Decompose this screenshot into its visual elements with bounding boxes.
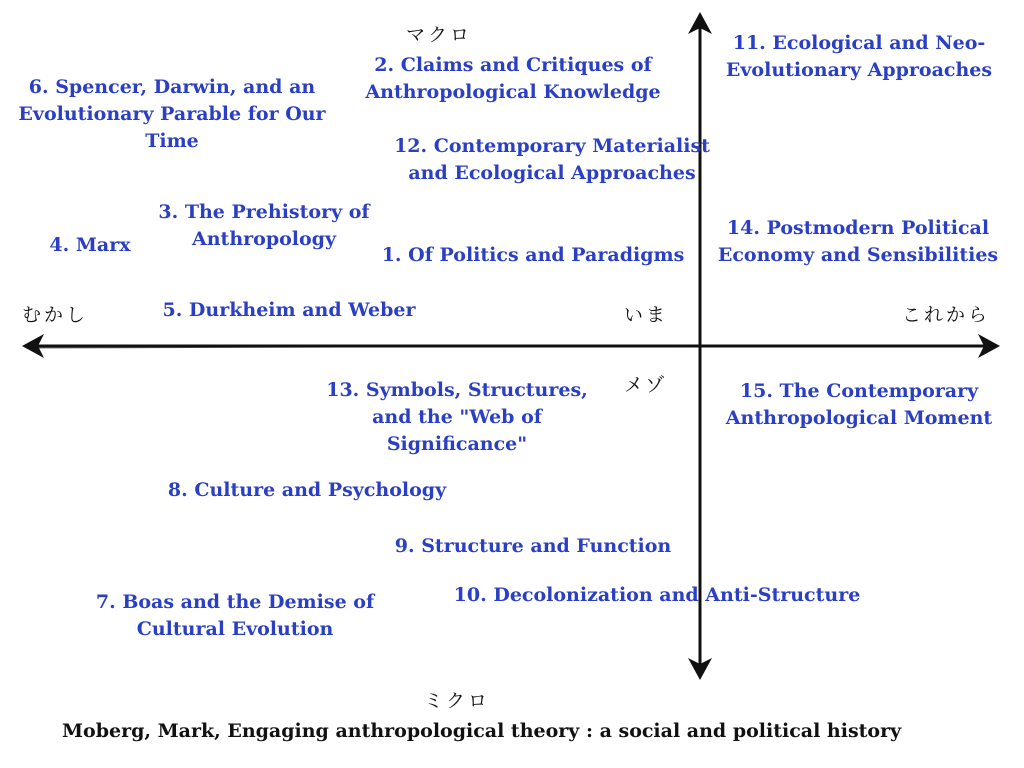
chapter-item: 9. Structure and Function bbox=[394, 535, 672, 557]
axis-label-left: むかし bbox=[22, 304, 89, 326]
chapter-item: 7. Boas and the Demise of Cultural Evolution bbox=[95, 591, 375, 640]
chapter-item: 10. Decolonization and Anti-Structure bbox=[453, 584, 861, 606]
chapter-item: 8. Culture and Psychology bbox=[167, 479, 447, 501]
chapter-item: 11. Ecological and Neo- Evolutionary Approaches bbox=[725, 32, 993, 81]
chapter-item: 3. The Prehistory of Anthropology bbox=[158, 201, 370, 250]
chapter-item: 2. Claims and Critiques of Anthropological Knowledge bbox=[365, 54, 661, 103]
axis-label-bottom: ミクロ bbox=[424, 690, 491, 712]
chapter-item: 6. Spencer, Darwin, and an Evolutionary Parable for Our Time bbox=[18, 76, 326, 152]
axis-label-meso: メゾ bbox=[624, 374, 668, 396]
chapter-item: 13. Symbols, Structures, and the "Web of Significance" bbox=[326, 379, 588, 455]
chapter-item: 5. Durkheim and Weber bbox=[162, 299, 416, 321]
axis-label-top: マクロ bbox=[406, 24, 473, 46]
chapter-item: 4. Marx bbox=[49, 234, 131, 256]
chapter-item: 12. Contemporary Materialist and Ecological Approaches bbox=[394, 135, 710, 184]
chapter-item: 15. The Contemporary Anthropological Moment bbox=[725, 380, 993, 429]
source-caption: Moberg, Mark, Engaging anthropological theory : a social and political history bbox=[62, 720, 902, 742]
chapter-item: 14. Postmodern Political Economy and Sensibilities bbox=[717, 217, 999, 266]
axis-label-now: いま bbox=[624, 304, 669, 326]
axis-label-right: これから bbox=[902, 304, 991, 326]
chapter-item: 1. Of Politics and Paradigms bbox=[381, 244, 685, 266]
